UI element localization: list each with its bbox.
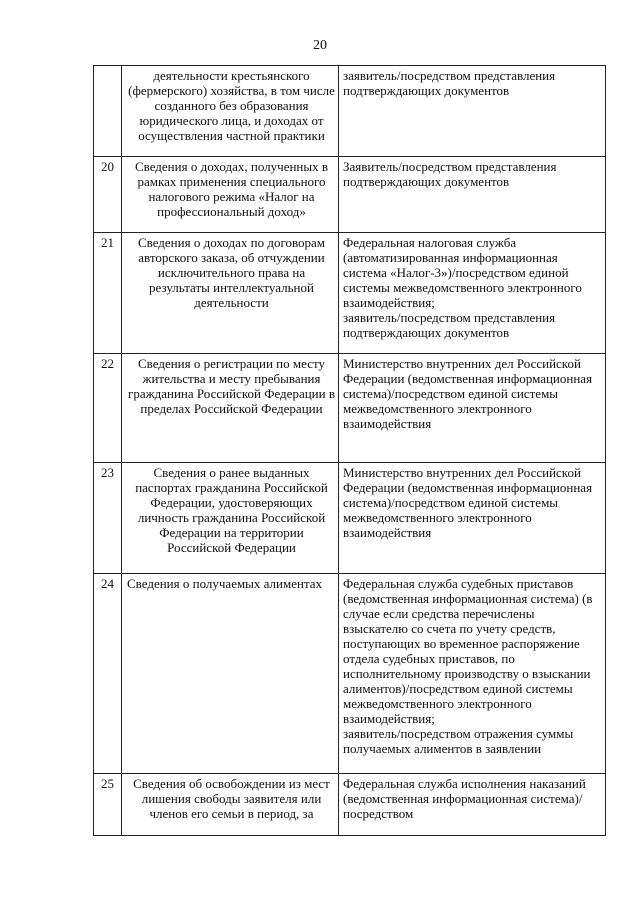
table-row (94, 157, 606, 233)
info-cell: деятельности крестьянского (фермерского) хозяйства, в том числе созданного без образования юридического лица, и доходах от осуществления частной практики (122, 66, 339, 157)
page-number: 20 (313, 38, 327, 53)
row-number: 21 (94, 233, 122, 354)
info-cell: Сведения об освобождении из мест лишения свободы заявителя или членов его семьи в период, за (122, 774, 339, 836)
info-cell: Сведения о ранее выданных паспортах гражданина Российской Федерации, удостоверяющих личность гражданина Российской Федерации на территории Российской Федерации (122, 463, 339, 574)
row-number: 23 (94, 463, 122, 574)
table-row (94, 574, 606, 774)
source-cell: Министерство внутренних дел Российской Федерации (ведомственная информационная система)/посредством единой системы межведомственного электронного взаимодействия (339, 354, 606, 463)
info-cell: Сведения о получаемых алиментах (122, 574, 339, 774)
table-row (94, 233, 606, 354)
row-number (94, 66, 122, 157)
source-cell: Заявитель/посредством представления подтверждающих документов (339, 157, 606, 233)
table-row (94, 774, 606, 836)
row-number: 24 (94, 574, 122, 774)
source-cell: Министерство внутренних дел Российской Федерации (ведомственная информационная система)/посредством единой системы межведомственного электронного взаимодействия (339, 463, 606, 574)
info-cell: Сведения о доходах по договорам авторского заказа, об отчуждении исключительного права на результаты интеллектуальной деятельности (122, 233, 339, 354)
source-cell: Федеральная налоговая служба (автоматизированная информационная система «Налог-3»)/посредством единой системы межведомственного электронного взаимодействия; заявитель/посредством представления подтверждающих документов (339, 233, 606, 354)
source-cell: Федеральная служба исполнения наказаний (ведомственная информационная система)/посредством (339, 774, 606, 836)
table-row (94, 66, 606, 157)
source-cell: заявитель/посредством представления подтверждающих документов (339, 66, 606, 157)
row-number: 25 (94, 774, 122, 836)
info-cell: Сведения о доходах, полученных в рамках применения специального налогового режима «Налог на профессиональный доход» (122, 157, 339, 233)
table-row (94, 463, 606, 574)
source-cell: Федеральная служба судебных приставов (ведомственная информационная система) (в случае если средства перечислены взыскателю со счета по учету средств, поступающих во временное распоряжение отдела судебных приставов, по исполнительному производству о взыскании алиментов)/посредством единой системы межведомственного электронного взаимодействия; заявитель/посредством отражения суммы получаемых алиментов в заявлении (339, 574, 606, 774)
row-number: 20 (94, 157, 122, 233)
table-row (94, 354, 606, 463)
info-cell: Сведения о регистрации по месту жительства и месту пребывания гражданина Российской Федерации в пределах Российской Федерации (122, 354, 339, 463)
row-number: 22 (94, 354, 122, 463)
document-table (93, 65, 606, 836)
